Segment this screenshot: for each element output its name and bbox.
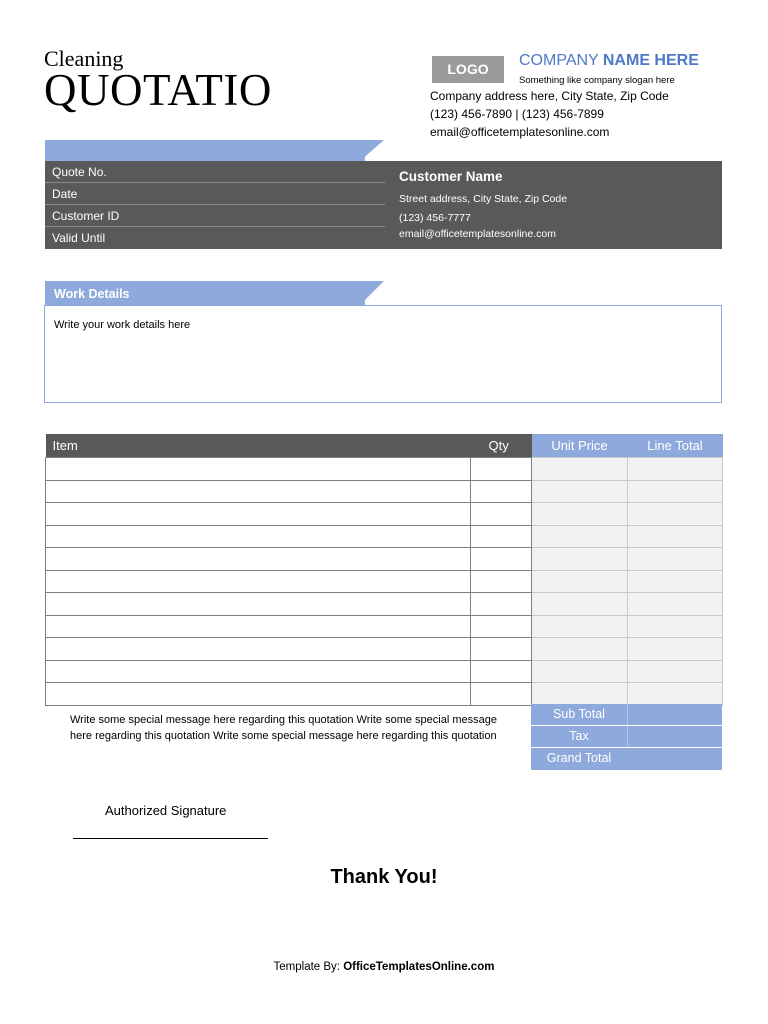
line-total-cell[interactable] bbox=[628, 660, 723, 683]
table-row bbox=[46, 638, 723, 661]
unit-price-cell[interactable] bbox=[532, 638, 628, 661]
qty-cell[interactable] bbox=[471, 525, 532, 548]
items-table bbox=[45, 434, 723, 706]
page-title: QUOTATIO bbox=[44, 65, 272, 115]
grand-total-row bbox=[531, 748, 722, 770]
customer-phone: (123) 456-7777 bbox=[399, 212, 471, 224]
header-qty: Qty bbox=[471, 434, 532, 458]
item-cell[interactable] bbox=[46, 660, 471, 683]
company-phones: (123) 456-7890 | (123) 456-7899 bbox=[430, 107, 604, 121]
company-address: Company address here, City State, Zip Code bbox=[430, 89, 669, 103]
line-total-cell[interactable] bbox=[628, 480, 723, 503]
item-cell[interactable] bbox=[46, 548, 471, 571]
item-cell[interactable] bbox=[46, 638, 471, 661]
item-cell[interactable] bbox=[46, 525, 471, 548]
tax-row bbox=[531, 726, 722, 747]
footer bbox=[0, 961, 768, 973]
qty-cell[interactable] bbox=[471, 638, 532, 661]
unit-price-cell[interactable] bbox=[532, 480, 628, 503]
table-row bbox=[46, 683, 723, 706]
qty-cell[interactable] bbox=[471, 683, 532, 706]
line-total-cell[interactable] bbox=[628, 683, 723, 706]
company-email: email@officetemplatesonline.com bbox=[430, 125, 610, 139]
logo-placeholder: LOGO bbox=[432, 56, 504, 83]
unit-price-cell[interactable] bbox=[532, 548, 628, 571]
unit-price-cell[interactable] bbox=[532, 615, 628, 638]
signature-line bbox=[73, 838, 268, 839]
header-unit-price: Unit Price bbox=[532, 434, 628, 458]
qty-cell[interactable] bbox=[471, 570, 532, 593]
work-details-title: Work Details bbox=[45, 281, 365, 305]
header-item: Item bbox=[46, 434, 471, 458]
line-total-cell[interactable] bbox=[628, 593, 723, 616]
table-row bbox=[46, 615, 723, 638]
line-total-cell[interactable] bbox=[628, 503, 723, 526]
table-row bbox=[46, 480, 723, 503]
item-cell[interactable] bbox=[46, 570, 471, 593]
qty-cell[interactable] bbox=[471, 615, 532, 638]
field-customer-id: Customer ID bbox=[45, 205, 385, 227]
unit-price-cell[interactable] bbox=[532, 570, 628, 593]
footer-prefix: Template By: bbox=[273, 961, 344, 973]
thank-you: Thank You! bbox=[330, 866, 438, 888]
title-small: Cleaning bbox=[44, 46, 124, 71]
table-row bbox=[46, 548, 723, 571]
line-total-cell[interactable] bbox=[628, 615, 723, 638]
unit-price-cell[interactable] bbox=[532, 660, 628, 683]
qty-cell[interactable] bbox=[471, 458, 532, 481]
unit-price-cell[interactable] bbox=[532, 683, 628, 706]
table-row bbox=[46, 458, 723, 481]
info-tab-corner bbox=[360, 140, 384, 161]
customer-address: Street address, City State, Zip Code bbox=[399, 193, 568, 205]
table-row bbox=[46, 525, 723, 548]
table-row bbox=[46, 570, 723, 593]
sub-total-label: Sub Total bbox=[553, 707, 605, 721]
line-total-cell[interactable] bbox=[628, 548, 723, 571]
item-cell[interactable] bbox=[46, 503, 471, 526]
special-message: Write some special message here regarding this quotation Write some special message here regarding this quotation Write some special message here regarding this quotation bbox=[70, 714, 497, 742]
qty-cell[interactable] bbox=[471, 660, 532, 683]
line-total-cell[interactable] bbox=[628, 638, 723, 661]
item-cell[interactable] bbox=[46, 593, 471, 616]
sub-total-row bbox=[531, 704, 722, 725]
item-cell[interactable] bbox=[46, 480, 471, 503]
unit-price-cell[interactable] bbox=[532, 593, 628, 616]
table-row bbox=[46, 593, 723, 616]
signature-label: Authorized Signature bbox=[105, 803, 227, 818]
company-slogan: Something like company slogan here bbox=[519, 75, 675, 86]
item-cell[interactable] bbox=[46, 615, 471, 638]
customer-email: email@officetemplatesonline.com bbox=[399, 228, 556, 240]
customer-name: Customer Name bbox=[399, 169, 503, 184]
field-date: Date bbox=[45, 183, 385, 205]
total-divider bbox=[627, 704, 628, 725]
company-name-prefix: COMPANY bbox=[519, 52, 603, 69]
line-total-cell[interactable] bbox=[628, 525, 723, 548]
info-tab bbox=[45, 140, 365, 161]
table-row bbox=[46, 503, 723, 526]
work-details-text: Write your work details here bbox=[54, 319, 191, 331]
qty-cell[interactable] bbox=[471, 548, 532, 571]
total-divider bbox=[627, 726, 628, 747]
footer-brand[interactable]: OfficeTemplatesOnline.com bbox=[343, 961, 495, 973]
work-tab-corner bbox=[360, 281, 384, 305]
item-cell[interactable] bbox=[46, 458, 471, 481]
qty-cell[interactable] bbox=[471, 480, 532, 503]
items-header-row bbox=[46, 434, 723, 458]
field-quote-no: Quote No. bbox=[45, 161, 385, 183]
line-total-cell[interactable] bbox=[628, 458, 723, 481]
grand-total-label: Grand Total bbox=[546, 751, 612, 765]
line-total-cell[interactable] bbox=[628, 570, 723, 593]
item-cell[interactable] bbox=[46, 683, 471, 706]
tax-label: Tax bbox=[569, 729, 589, 743]
table-row bbox=[46, 660, 723, 683]
header-line-total: Line Total bbox=[628, 434, 723, 458]
qty-cell[interactable] bbox=[471, 503, 532, 526]
company-name bbox=[519, 52, 699, 70]
qty-cell[interactable] bbox=[471, 593, 532, 616]
company-name-bold: NAME HERE bbox=[602, 52, 699, 69]
unit-price-cell[interactable] bbox=[532, 503, 628, 526]
field-valid-until: Valid Until bbox=[52, 231, 106, 245]
unit-price-cell[interactable] bbox=[532, 525, 628, 548]
unit-price-cell[interactable] bbox=[532, 458, 628, 481]
